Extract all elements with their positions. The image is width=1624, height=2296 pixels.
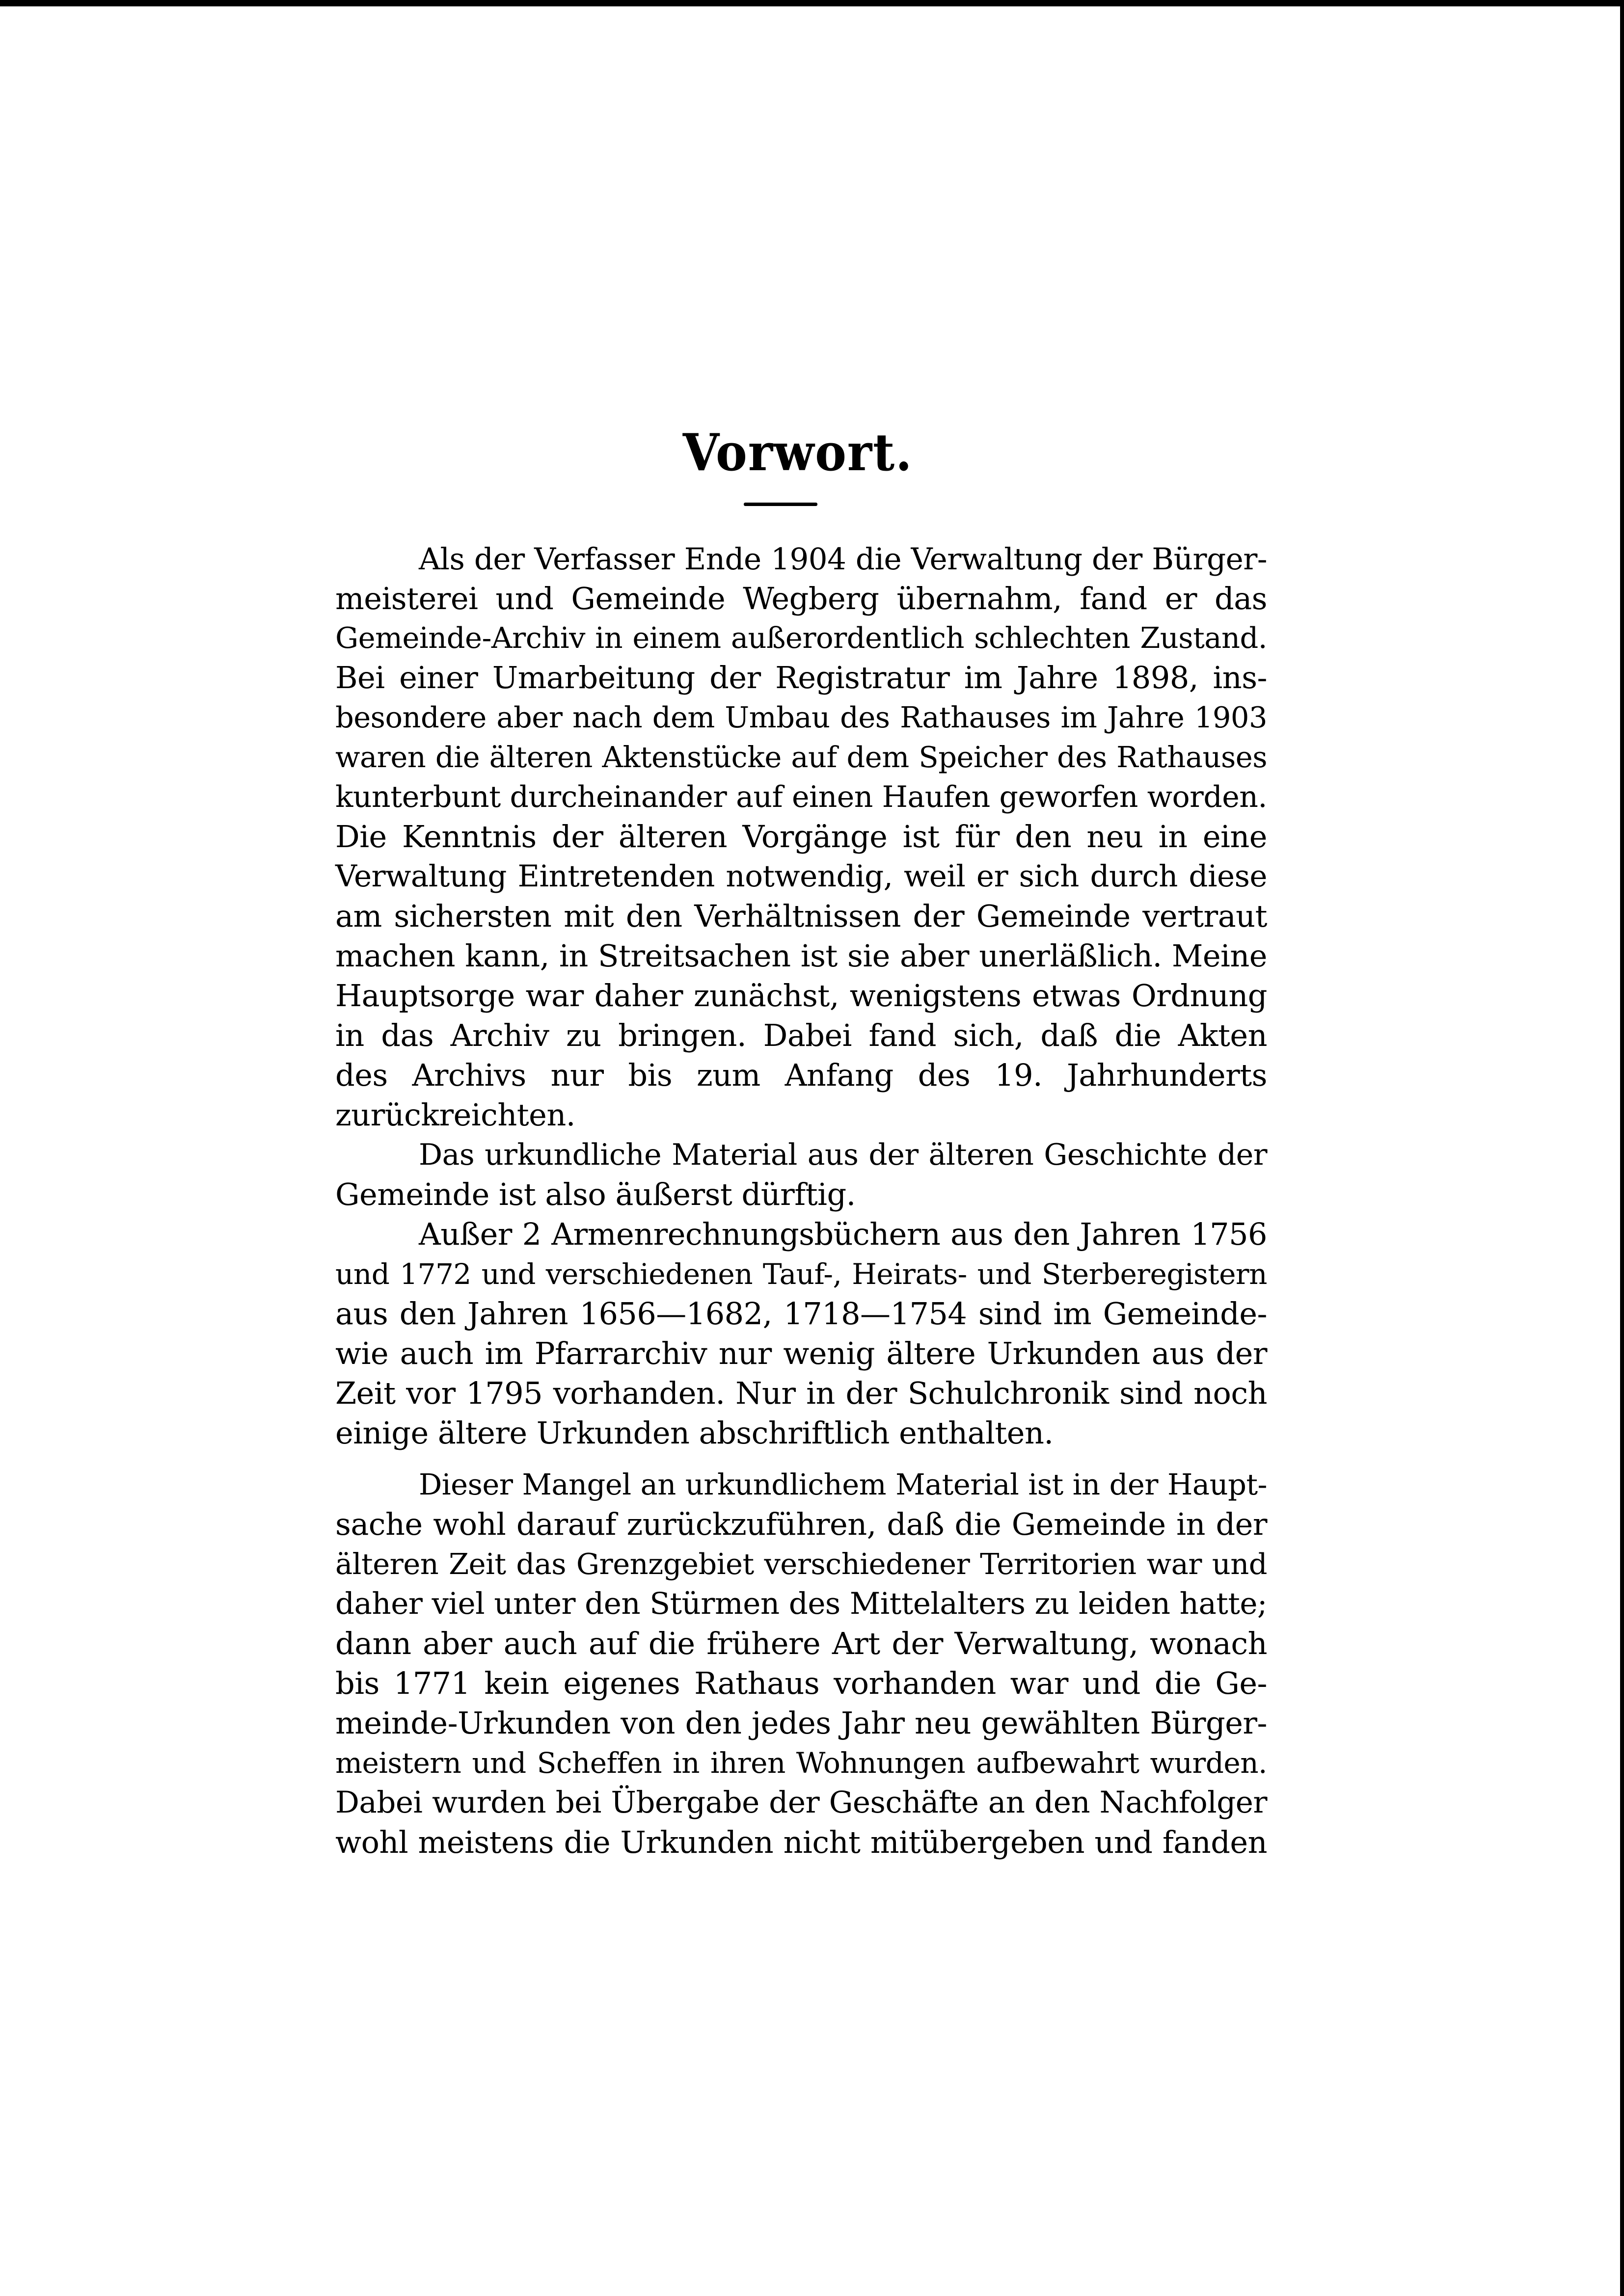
text-line: meinde-Urkunden von den jedes Jahr neu gewählten Bürger- xyxy=(335,1705,1267,1741)
text-line: besondere aber nach dem Umbau des Rathauses im Jahre 1903 xyxy=(335,700,1267,734)
text-line: meisterei und Gemeinde Wegberg übernahm, fand er das xyxy=(335,581,1267,616)
title-rule xyxy=(744,503,817,506)
text-line: und 1772 und verschiedenen Tauf-, Heirats- und Sterberegistern xyxy=(335,1257,1267,1291)
text-line: des Archivs nur bis zum Anfang des 19. Jahrhunderts xyxy=(335,1057,1267,1093)
text-line: Bei einer Umarbeitung der Registratur im Jahre 1898, ins- xyxy=(335,660,1267,695)
text-line: Dabei wurden bei Übergabe der Geschäfte an den Nachfolger xyxy=(335,1785,1267,1820)
text-line: waren die älteren Aktenstücke auf dem Speicher des Rathauses xyxy=(335,740,1267,774)
text-line: wohl meistens die Urkunden nicht mitübergeben und fanden xyxy=(335,1824,1267,1860)
text-line: daher viel unter den Stürmen des Mittelalters zu leiden hatte; xyxy=(335,1586,1267,1621)
text-line: dann aber auch auf die frühere Art der Verwaltung, wonach xyxy=(335,1626,1267,1661)
text-line: Dieser Mangel an urkundlichem Material ist in der Haupt- xyxy=(419,1468,1267,1501)
text-line: kunterbunt durcheinander auf einen Haufen geworfen worden. xyxy=(335,780,1267,814)
scan-border-right xyxy=(1620,0,1624,2296)
text-line: machen kann, in Streitsachen ist sie aber unerläßlich. Meine xyxy=(335,938,1267,974)
text-line: älteren Zeit das Grenzgebiet verschiedener Territorien war und xyxy=(335,1547,1267,1581)
text-line: in das Archiv zu bringen. Dabei fand sich, daß die Akten xyxy=(335,1017,1267,1053)
text-line: Hauptsorge war daher zunächst, wenigstens etwas Ordnung xyxy=(335,978,1267,1014)
text-line: Die Kenntnis der älteren Vorgänge ist für den neu in eine xyxy=(335,819,1267,854)
text-line: Zeit vor 1795 vorhanden. Nur in der Schulchronik sind noch xyxy=(335,1375,1267,1411)
text-line: einige ältere Urkunden abschriftlich enthalten. xyxy=(335,1415,1054,1451)
text-line: Gemeinde ist also äußerst dürftig. xyxy=(335,1176,856,1212)
text-line: aus den Jahren 1656—1682, 1718—1754 sind im Gemeinde- xyxy=(335,1296,1267,1332)
text-line: sache wohl darauf zurückzuführen, daß die Gemeinde in der xyxy=(335,1506,1267,1542)
text-line: Das urkundliche Material aus der älteren Geschichte der xyxy=(419,1138,1267,1172)
scan-border-top xyxy=(0,0,1624,6)
page-title: Vorwort. xyxy=(682,422,913,482)
text-line: Verwaltung Eintretenden notwendig, weil er sich durch diese xyxy=(335,859,1267,894)
text-line: Als der Verfasser Ende 1904 die Verwaltung der Bürger- xyxy=(419,542,1267,577)
text-line: am sichersten mit den Verhältnissen der Gemeinde vertraut xyxy=(335,898,1267,934)
text-line: bis 1771 kein eigenes Rathaus vorhanden war und die Ge- xyxy=(335,1665,1267,1701)
text-line: meistern und Scheffen in ihren Wohnungen aufbewahrt wurden. xyxy=(335,1746,1267,1780)
text-line: zurückreichten. xyxy=(335,1097,576,1133)
text-line: Gemeinde-Archiv in einem außerordentlich schlechten Zustand. xyxy=(335,621,1267,655)
text-line: wie auch im Pfarrarchiv nur wenig ältere Urkunden aus der xyxy=(335,1335,1267,1371)
text-line: Außer 2 Armenrechnungsbüchern aus den Jahren 1756 xyxy=(419,1216,1267,1252)
